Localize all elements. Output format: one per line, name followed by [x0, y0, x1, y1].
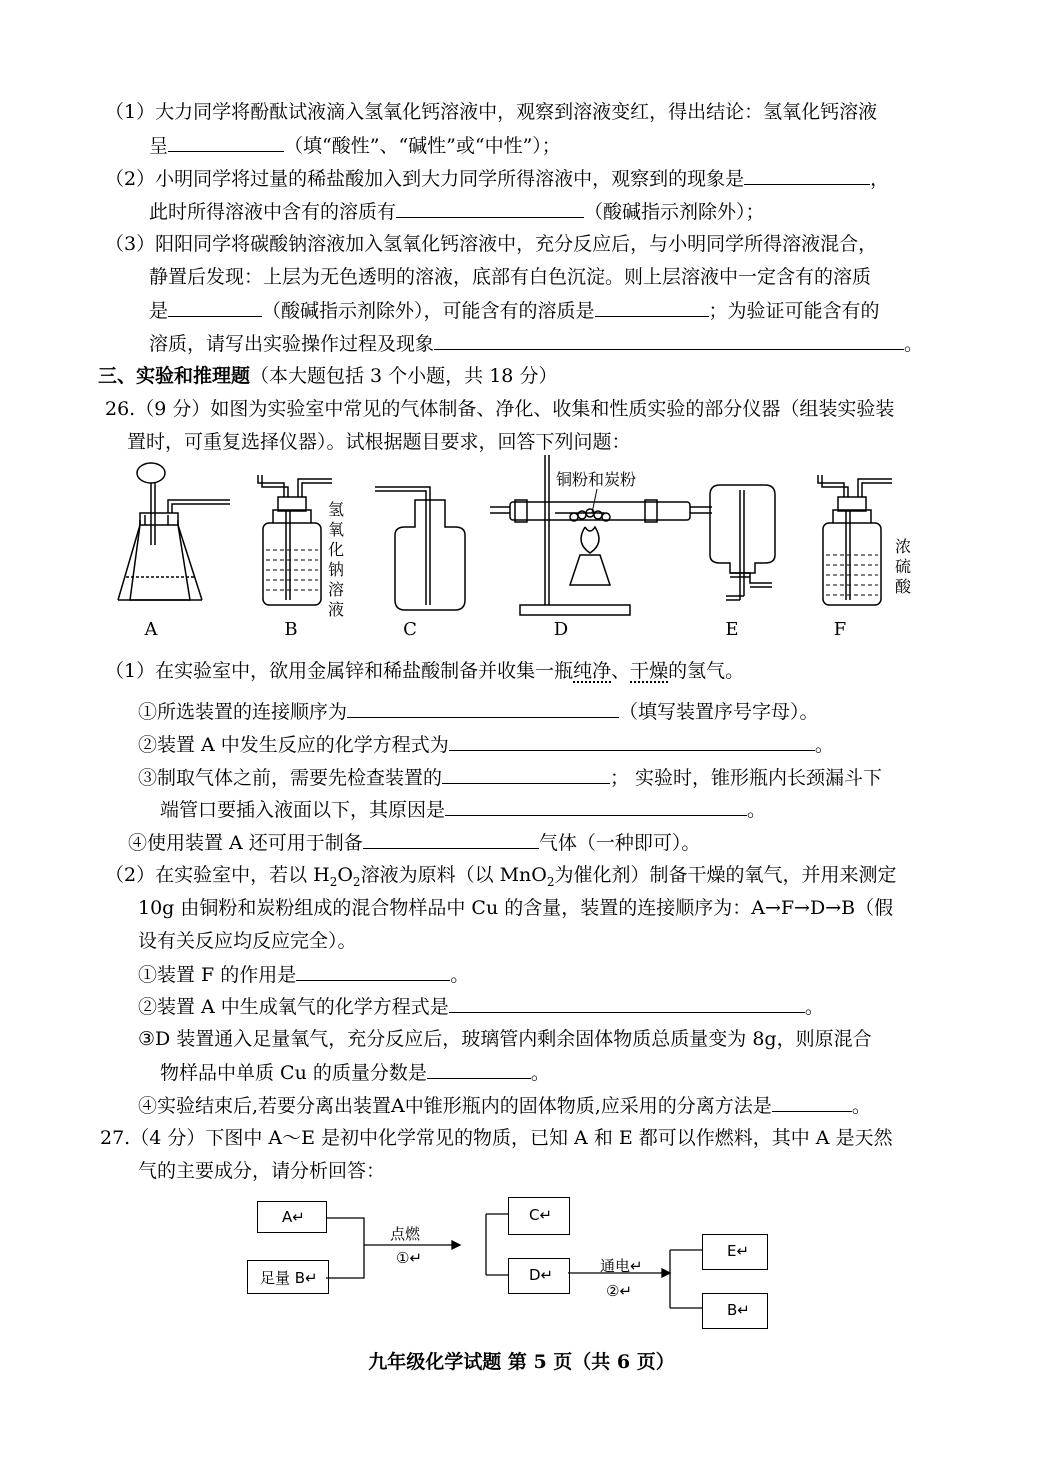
q26-sub2-line1: （2）在实验室中，若以 $H_2O_2$溶液为原料（以 MnO$_2$为催化剂）制备干燥的氧气，并用来测定: [105, 864, 897, 889]
answer-blank[interactable]: [347, 699, 619, 718]
q26-sub2-line3: 设有关反应均反应完全）。: [138, 930, 357, 952]
reagent-label-char: 钠: [328, 560, 345, 579]
flow-step2-number: ②↵: [606, 1282, 633, 1300]
q25-part3-line3: 是 （酸碱指示剂除外），可能含有的溶质是 ；为验证可能含有的: [149, 300, 880, 322]
q25-part3-line2: 静置后发现：上层为无色透明的溶液，底部有白色沉淀。则上层溶液中一定含有的溶质: [149, 266, 872, 288]
apparatus-label-d: D: [553, 619, 569, 640]
q27-stem-line2: 气的主要成分，请分析回答：: [138, 1160, 386, 1182]
reagent-label-char: 氧: [328, 520, 345, 539]
flow-box-c: C↵: [508, 1197, 570, 1235]
reagent-label-char: 溶: [328, 580, 345, 599]
answer-blank[interactable]: [772, 1093, 852, 1112]
q26-sub2-item1: ①装置 F 的作用是 。: [138, 964, 470, 986]
flow-box-e: E↵: [702, 1234, 768, 1270]
answer-blank[interactable]: [434, 331, 904, 350]
flow-step1-number: ①↵: [396, 1249, 423, 1267]
reagent-label-char: 化: [328, 540, 345, 559]
q26-stem-line2: 置时，可重复选择仪器）。试根据题目要求，回答下列问题：: [127, 431, 631, 453]
q26-sub1-item3-cont: 端管口要插入液面以下，其原因是 。: [160, 799, 767, 821]
answer-blank[interactable]: [296, 962, 450, 981]
q26-sub2-item3-cont: 物样品中单质 Cu 的质量分数是 。: [160, 1062, 550, 1084]
q26-sub2-line2: 10g 由铜粉和炭粉组成的混合物样品中 Cu 的含量，装置的连接顺序为：A→F→D→B（假: [138, 897, 894, 919]
page-footer: 九年级化学试题 第 5 页（共 6 页）: [368, 1351, 675, 1373]
q25-part2-line2: 此时所得溶液中含有的溶质有 （酸碱指示剂除外）；: [149, 201, 765, 223]
answer-blank[interactable]: [168, 133, 284, 152]
answer-blank[interactable]: [396, 199, 584, 218]
apparatus-d-reagent-label: 铜粉和炭粉: [556, 470, 637, 489]
apparatus-f-reagent-label: [895, 537, 912, 596]
answer-blank[interactable]: [445, 797, 747, 816]
apparatus-b-reagent-label: [328, 500, 344, 619]
q26-stem-line1: 26.（9 分）如图为实验室中常见的气体制备、净化、收集和性质实验的部分仪器（组装实验装: [105, 398, 895, 420]
answer-blank[interactable]: [442, 765, 610, 784]
reagent-label-char: 氢: [328, 500, 345, 519]
flow-box-d: D↵: [508, 1258, 570, 1294]
q26-sub1-item3: ③制取气体之前，需要先检查装置的 ； 实验时，锥形瓶内长颈漏斗下: [138, 767, 883, 789]
apparatus-label-b: B: [284, 619, 298, 640]
answer-blank[interactable]: [744, 166, 870, 185]
q26-sub2-item3: ③D 装置通入足量氧气，充分反应后，玻璃管内剩余固体物质总质量变为 8g，则原混合: [138, 1028, 872, 1050]
q26-sub1-item1: ①所选装置的连接顺序为 （填写装置序号字母）。: [138, 701, 819, 723]
reagent-label-char: 酸: [895, 577, 912, 596]
section-heading: 三、实验和推理题（本大题包括 3 个小题，共 18 分）: [98, 365, 558, 387]
apparatus-b-bottle: [258, 475, 332, 605]
apparatus-f-bottle: [818, 475, 892, 605]
reagent-label-char: 液: [328, 600, 345, 619]
answer-blank[interactable]: [427, 1060, 531, 1079]
q26-sub1-item2: ②装置 A 中发生反应的化学方程式为 。: [138, 734, 834, 756]
flow-step1-label: 点燃: [390, 1225, 421, 1243]
apparatus-label-e: E: [725, 619, 739, 640]
flow-box-b: 足量 B↵: [247, 1260, 329, 1294]
q26-sub1-item4: ④使用装置 A 还可用于制备 气体（一种即可）。: [128, 832, 701, 854]
reagent-label-char: 浓: [895, 537, 912, 556]
answer-blank[interactable]: [595, 298, 709, 317]
apparatus-label-c: C: [403, 619, 417, 640]
flow-step2-label: 通电↵: [600, 1257, 643, 1275]
apparatus-figure: [100, 455, 940, 645]
answer-blank[interactable]: [168, 298, 262, 317]
q26-sub2-item2: ②装置 A 中生成氧气的化学方程式是 。: [138, 996, 824, 1018]
q25-part2-line1: （2）小明同学将过量的稀盐酸加入到大力同学所得溶液中，观察到的现象是 ，: [105, 168, 890, 190]
answer-blank[interactable]: [363, 830, 539, 849]
q26-sub1-intro: （1）在实验室中，欲用金属锌和稀盐酸制备并收集一瓶纯净、干燥的氢气。: [105, 660, 745, 682]
q25-part3-line1: （3）阳阳同学将碳酸钠溶液加入氢氧化钙溶液中，充分反应后，与小明同学所得溶液混合，: [105, 233, 878, 255]
q25-part1-line2: 呈 （填“酸性”、“碱性”或“中性”）；: [149, 135, 561, 157]
q26-sub2-item4: ④实验结束后,若要分离出装置A中锥形瓶内的固体物质,应采用的分离方法是 。: [138, 1095, 871, 1117]
apparatus-a-flask: [118, 463, 230, 600]
reagent-label-char: 硫: [895, 557, 912, 576]
flow-box-a: A↵: [257, 1201, 327, 1233]
answer-blank[interactable]: [449, 732, 815, 751]
q25-part1-line1: （1）大力同学将酚酞试液滴入氢氧化钙溶液中，观察到溶液变红，得出结论：氢氧化钙溶液: [105, 101, 878, 123]
q27-stem-line1: 27.（4 分）下图中 A～E 是初中化学常见的物质，已知 A 和 E 都可以作燃料，其中 A 是天然: [100, 1127, 893, 1149]
apparatus-e-bottle: [710, 485, 775, 600]
apparatus-label-f: F: [833, 619, 847, 640]
flow-box-b-product: B↵: [702, 1293, 768, 1329]
q25-part3-line4: 溶质，请写出实验操作过程及现象 。: [149, 333, 924, 355]
apparatus-label-a: A: [144, 619, 158, 640]
apparatus-c-bottle: [375, 487, 465, 610]
answer-blank[interactable]: [449, 994, 805, 1013]
